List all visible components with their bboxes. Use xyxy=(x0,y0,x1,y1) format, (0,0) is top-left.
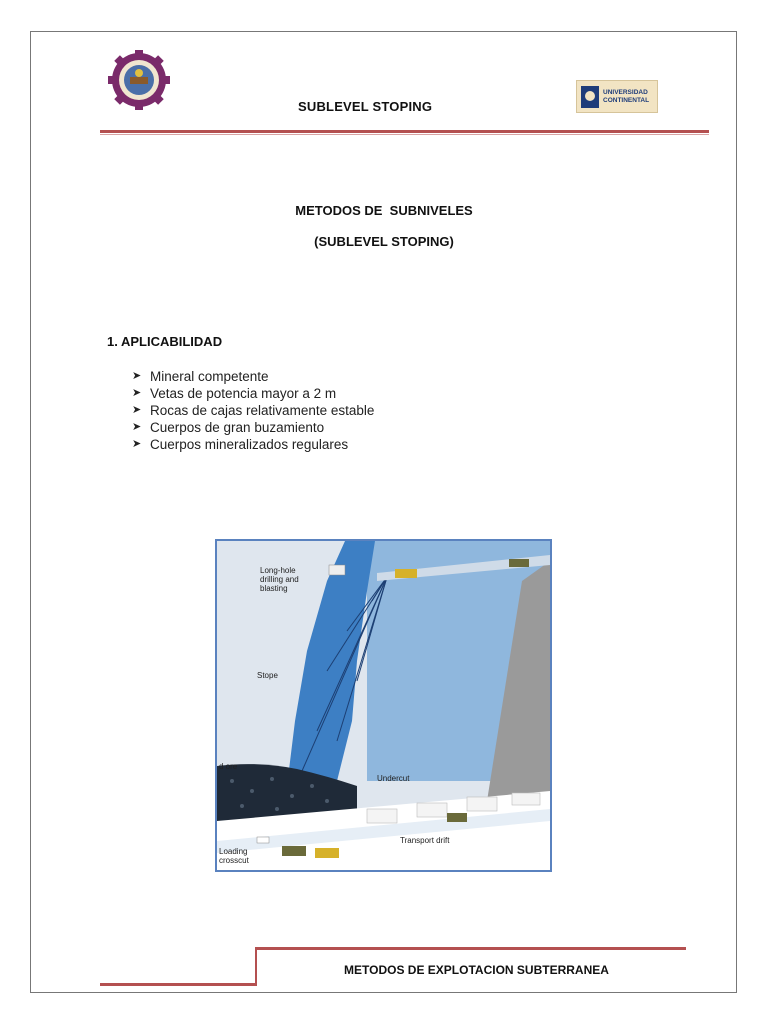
footer-rule-vertical xyxy=(255,947,257,985)
list-item-label: Cuerpos de gran buzamiento xyxy=(150,420,325,435)
label-drilling-1: Long-hole xyxy=(260,566,296,575)
footer-title: METODOS DE EXPLOTACION SUBTERRANEA xyxy=(344,963,609,977)
header-rule-shadow xyxy=(100,134,709,135)
label-drilling-2: drilling and xyxy=(260,575,299,584)
list-item-label: Mineral competente xyxy=(150,369,269,384)
universidad-continental-logo xyxy=(576,80,658,113)
logo-line-1: UNIVERSIDAD xyxy=(603,88,648,96)
list-item-label: Cuerpos mineralizados regulares xyxy=(150,437,349,452)
arrow-bullet-icon: ➤ xyxy=(132,404,142,416)
arrow-bullet-icon: ➤ xyxy=(132,438,142,450)
label-loading-2: crosscut xyxy=(219,856,249,865)
list-item xyxy=(132,368,374,385)
header-rule xyxy=(100,130,709,133)
footer-rule xyxy=(255,947,686,950)
label-ore: d ore xyxy=(219,762,238,771)
bullet-list xyxy=(132,368,374,453)
arrow-bullet-icon: ➤ xyxy=(132,387,142,399)
university-mark-icon xyxy=(581,86,599,108)
list-item xyxy=(132,419,374,436)
section-heading: 1. APLICABILIDAD xyxy=(107,334,223,349)
list-item-label: Rocas de cajas relativamente estable xyxy=(150,403,375,418)
engineering-gear-logo xyxy=(104,50,174,110)
header-title: SUBLEVEL STOPING xyxy=(298,99,433,114)
label-loading-1: Loading xyxy=(219,847,248,856)
list-item xyxy=(132,385,374,402)
page-title: METODOS DE SUBNIVELES xyxy=(295,203,473,218)
sublevel-stoping-diagram xyxy=(215,539,552,872)
footer-rule-lower xyxy=(100,983,257,986)
list-item xyxy=(132,436,374,453)
label-stope: Stope xyxy=(257,671,278,680)
label-undercut: Undercut xyxy=(377,774,410,783)
list-item xyxy=(132,402,374,419)
logo-line-2: CONTINENTAL xyxy=(603,96,650,104)
label-drilling-3: blasting xyxy=(260,584,288,593)
list-item-label: Vetas de potencia mayor a 2 m xyxy=(150,386,337,401)
page-subtitle: (SUBLEVEL STOPING) xyxy=(314,234,454,249)
arrow-bullet-icon: ➤ xyxy=(132,370,142,382)
label-transport: Transport drift xyxy=(400,836,450,845)
arrow-bullet-icon: ➤ xyxy=(132,421,142,433)
